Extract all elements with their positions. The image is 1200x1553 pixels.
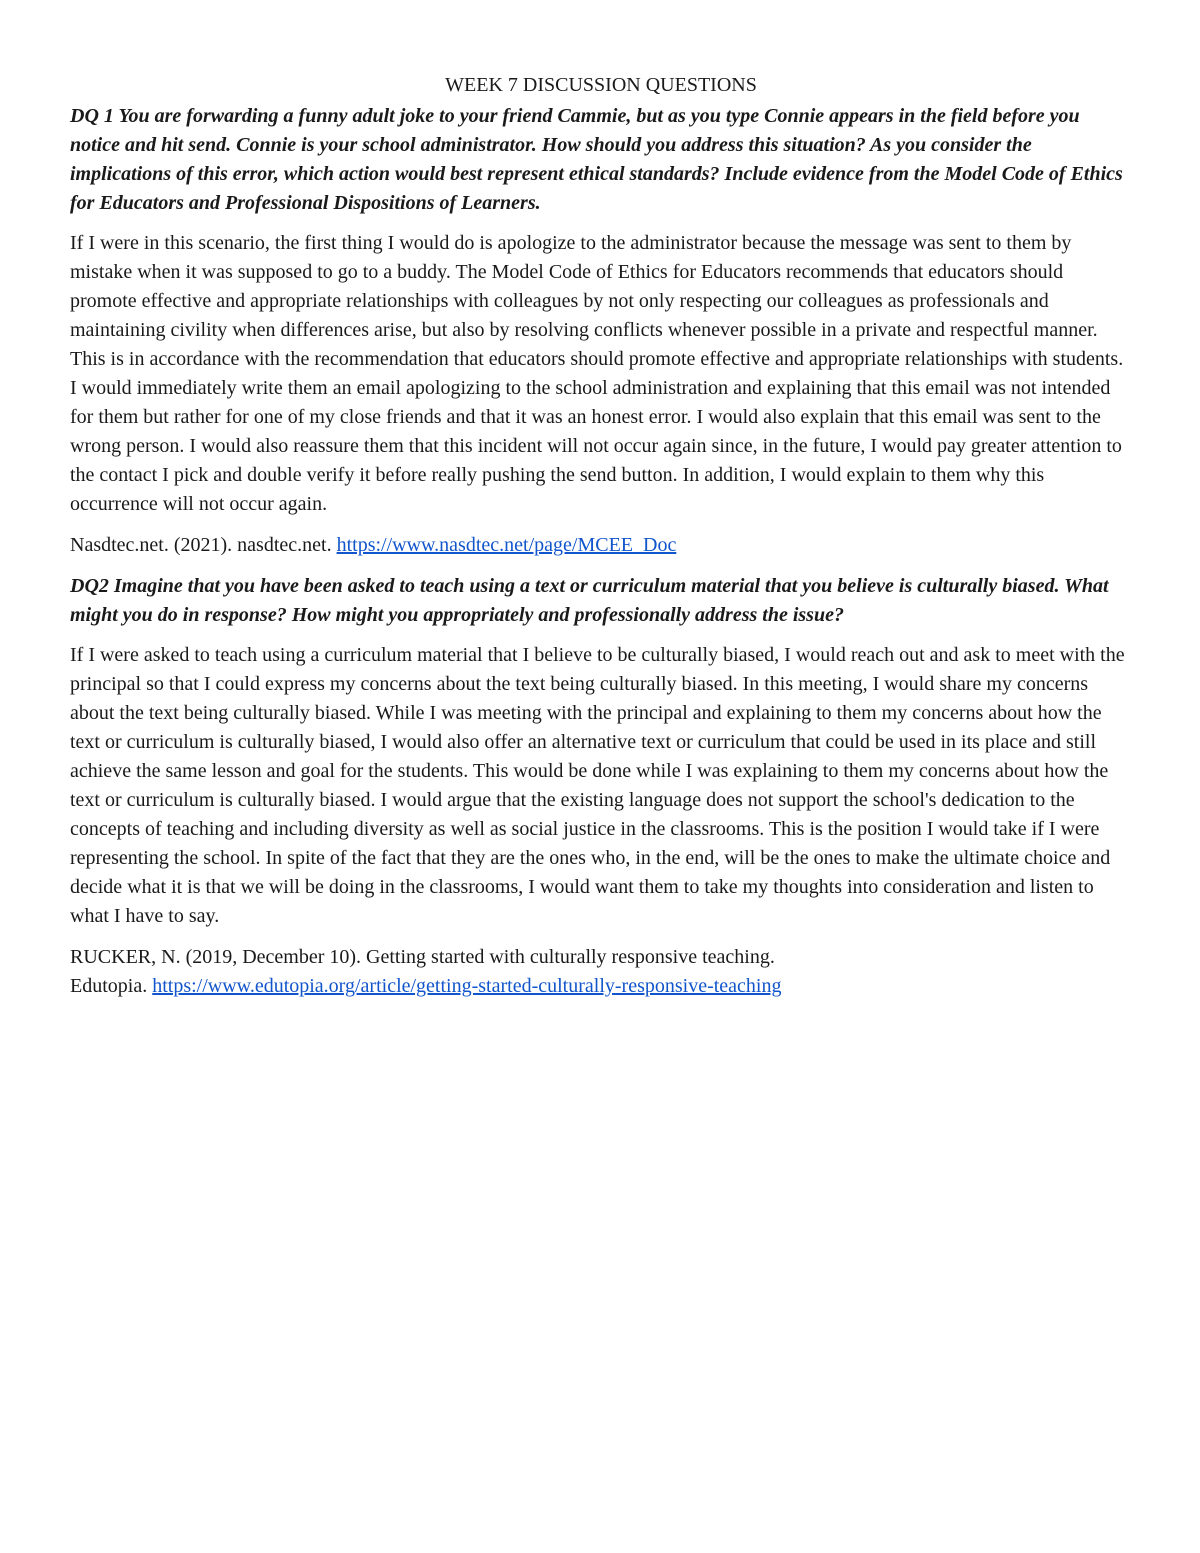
dq2-citation-link[interactable]: https://www.edutopia.org/article/getting-started-culturally-responsive-teaching xyxy=(152,975,782,997)
dq2-answer: If I were asked to teach using a curriculum material that I believe to be culturally biased, I would reach out and ask to meet with the principal so that I could express my concerns about the text being culturally biased. In this meeting, I would share my concerns about the text being culturally biased. While I was meeting with the principal and explaining to them my concerns about how the text or curriculum is culturally biased, I would also offer an alternative text or curriculum that could be used in its place and still achieve the same lesson and goal for the students. This would be done while I was explaining to them my concerns about how the text or curriculum is culturally biased. I would argue that the existing language does not support the school's dedication to the concepts of teaching and including diversity as well as social justice in the classrooms. This is the position I would take if I were representing the school. In spite of the fact that they are the ones who, in the end, will be the ones to make the ultimate choice and decide what it is that we will be doing in the classrooms, I would want them to take my thoughts into consideration and listen to what I have to say. xyxy=(70,644,1125,927)
dq1-answer: If I were in this scenario, the first thing I would do is apologize to the administrator because the message was sent to them by mistake when it was supposed to go to a buddy. The Model Code of Ethics for Educators recommends that educators should promote effective and appropriate relationships with colleagues by not only respecting our colleagues as professionals and maintaining civility when differences arise, but also by resolving conflicts whenever possible in a private and respectful manner. This is in accordance with the recommendation that educators should promote effective and appropriate relationships with students. I would immediately write them an email apologizing to the school administration and explaining that this email was not intended for them but rather for one of my close friends and that it was an honest error. I would also explain that this email was sent to the wrong person. I would also reassure them that this incident will not occur again since, in the future, I would pay greater attention to the contact I pick and double verify it before really pushing the send button. In addition, I would explain to them why this occurrence will not occur again. xyxy=(70,232,1124,515)
dq2-question: DQ2 Imagine that you have been asked to teach using a text or curriculum material that you believe is culturally biased. What might you do in response? How might you appropriately and professionally address the issue? xyxy=(70,575,1109,626)
dq2-citation xyxy=(70,943,1132,1001)
dq1-citation-text: Nasdtec.net. (2021). nasdtec.net. xyxy=(70,534,337,556)
dq2-citation-source: Edutopia. xyxy=(70,975,153,997)
document-page xyxy=(70,70,1132,1013)
dq2-citation-line1: RUCKER, N. (2019, December 10). Getting started with culturally responsive teaching. xyxy=(70,946,775,968)
dq1-citation-link[interactable]: https://www.nasdtec.net/page/MCEE_Doc xyxy=(336,534,677,556)
dq1-citation xyxy=(70,531,1132,560)
document-title: WEEK 7 DISCUSSION QUESTIONS xyxy=(445,74,757,96)
dq1-question: DQ 1 You are forwarding a funny adult joke to your friend Cammie, but as you type Connie appears in the field before you notice and hit send. Connie is your school administrator. How should you address this situation? As you consider the implications of this error, which action would best represent ethical standards? Include evidence from the Model Code of Ethics for Educators and Professional Dispositions of Learners. xyxy=(70,105,1123,214)
